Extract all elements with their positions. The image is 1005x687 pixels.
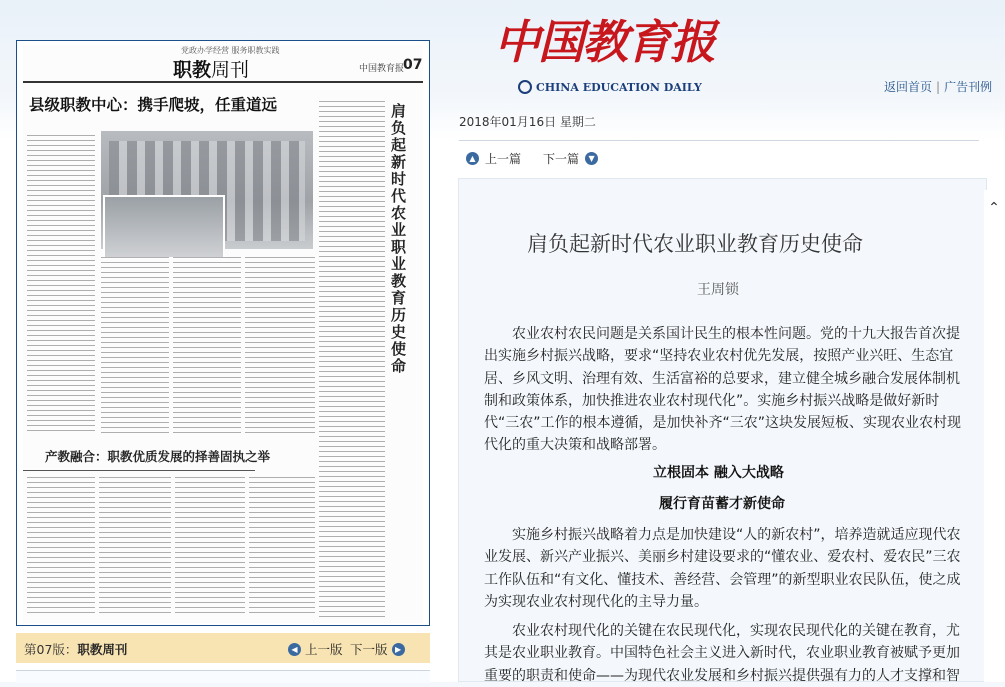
divider xyxy=(459,140,979,141)
paper-text-column[interactable] xyxy=(173,257,241,437)
ads-link[interactable]: 广告刊例 xyxy=(944,80,993,94)
paper-rule-2 xyxy=(23,470,255,471)
newspaper-page xyxy=(23,45,423,623)
paper-page-number: 07 xyxy=(403,57,423,73)
paper-photo-inset xyxy=(103,195,225,259)
article-paragraph: 实施乡村振兴战略着力点是加快建设“人的新农村”，培养造就适应现代农业发展、新兴产业振兴、美丽乡村建设要求的“懂农业、爱农村、爱农民”三农工作队伍和“有文化、懂技术、善经营、会管理”的新型职业农民队伍，使之成为实现农业农村现代化的主导力量。 xyxy=(484,527,961,610)
paper-text-column[interactable] xyxy=(175,477,245,617)
paper-text-column[interactable] xyxy=(249,477,315,617)
paper-headline[interactable]: 县级职教中心：携手爬坡，任重道远 xyxy=(29,96,278,114)
paper-text-column[interactable] xyxy=(319,101,385,617)
article-paragraph: 农业农村现代化的关键在农民现代化，实现农民现代化的关键在教育，尤其是农业职业教育。中国特色社会主义进入新时代，农业职业教育被赋予更加重要的职责和使命——为现代农业发展和乡村振兴提供强有力的人才支撑和智 xyxy=(484,623,960,684)
paper-slogan: 党政办学经营 服务职教实践 xyxy=(181,46,280,55)
article-author: 王周锁 xyxy=(697,282,739,298)
paper-text-column[interactable] xyxy=(245,257,315,437)
paper-masthead: 中国教育报 xyxy=(359,64,405,74)
arrow-left-icon: ◀ xyxy=(288,643,301,656)
paper-section-title: 职教周刊 xyxy=(173,59,250,81)
home-link[interactable]: 返回首页 xyxy=(884,80,933,94)
newspaper-page-image[interactable] xyxy=(16,40,430,626)
paper-rule xyxy=(23,81,423,83)
logo-mark-icon xyxy=(518,80,532,94)
next-edition-link[interactable]: 下一版 ▶ xyxy=(350,640,405,658)
article-title: 肩负起新时代农业职业教育历史使命 xyxy=(527,232,863,256)
article-subheading: 履行育苗蓄才新使命 xyxy=(659,496,785,512)
paper-text-column[interactable] xyxy=(27,135,95,435)
arrow-right-icon: ▶ xyxy=(392,643,405,656)
prev-edition-link[interactable]: ◀ 上一版 xyxy=(288,640,343,658)
paper-headline-2[interactable]: 产教融合：职教优质发展的择善固执之举 xyxy=(45,449,271,464)
top-links: 返回首页 | 广告刊例 xyxy=(884,80,993,94)
paper-text-column[interactable] xyxy=(99,477,171,617)
prev-article-link[interactable]: 上一篇 xyxy=(485,152,522,166)
paper-text-column[interactable] xyxy=(101,257,169,437)
article-paragraph: 农业农村农民问题是关系国计民生的根本性问题。党的十九大报告首次提出实施乡村振兴战略，要求“坚持农业农村优先发展，按照产业兴旺、生态宜居、乡风文明、治理有效、生活富裕的总要求，建立健全城乡融合发展体制机制和政策体系，加快推进农业农村现代化”。实施乡村振兴战略是做好新时代“三农”工作的根本遵循，是加快补齐“三农”这块发展短板、实现农业农村现代化的重大决策和战略部署。 xyxy=(484,326,962,454)
scroll-up-icon[interactable]: ⌃ xyxy=(988,200,1000,216)
next-article-link[interactable]: 下一篇 xyxy=(543,152,580,166)
article-subheading: 立根固本 融入大战略 xyxy=(653,465,784,481)
arrow-up-icon: ▲ xyxy=(466,152,479,165)
paper-vertical-headline[interactable]: 肩负起新时代农业职业教育历史使命 xyxy=(391,102,407,375)
edition-label: 第07版：职教周刊 xyxy=(24,642,128,657)
issue-date: 2018年01月16日 星期二 xyxy=(459,115,596,129)
arrow-down-icon: ▼ xyxy=(585,152,598,165)
next-thumbnail-strip[interactable] xyxy=(16,670,430,683)
scrollbar[interactable] xyxy=(984,190,1005,682)
site-logo-english: CHINA EDUCATION DAILY xyxy=(518,80,702,94)
article-nav xyxy=(466,150,598,167)
site-logo[interactable]: 中国教育报 xyxy=(494,15,714,69)
paper-text-column[interactable] xyxy=(27,477,95,617)
edition-bar xyxy=(16,633,430,663)
